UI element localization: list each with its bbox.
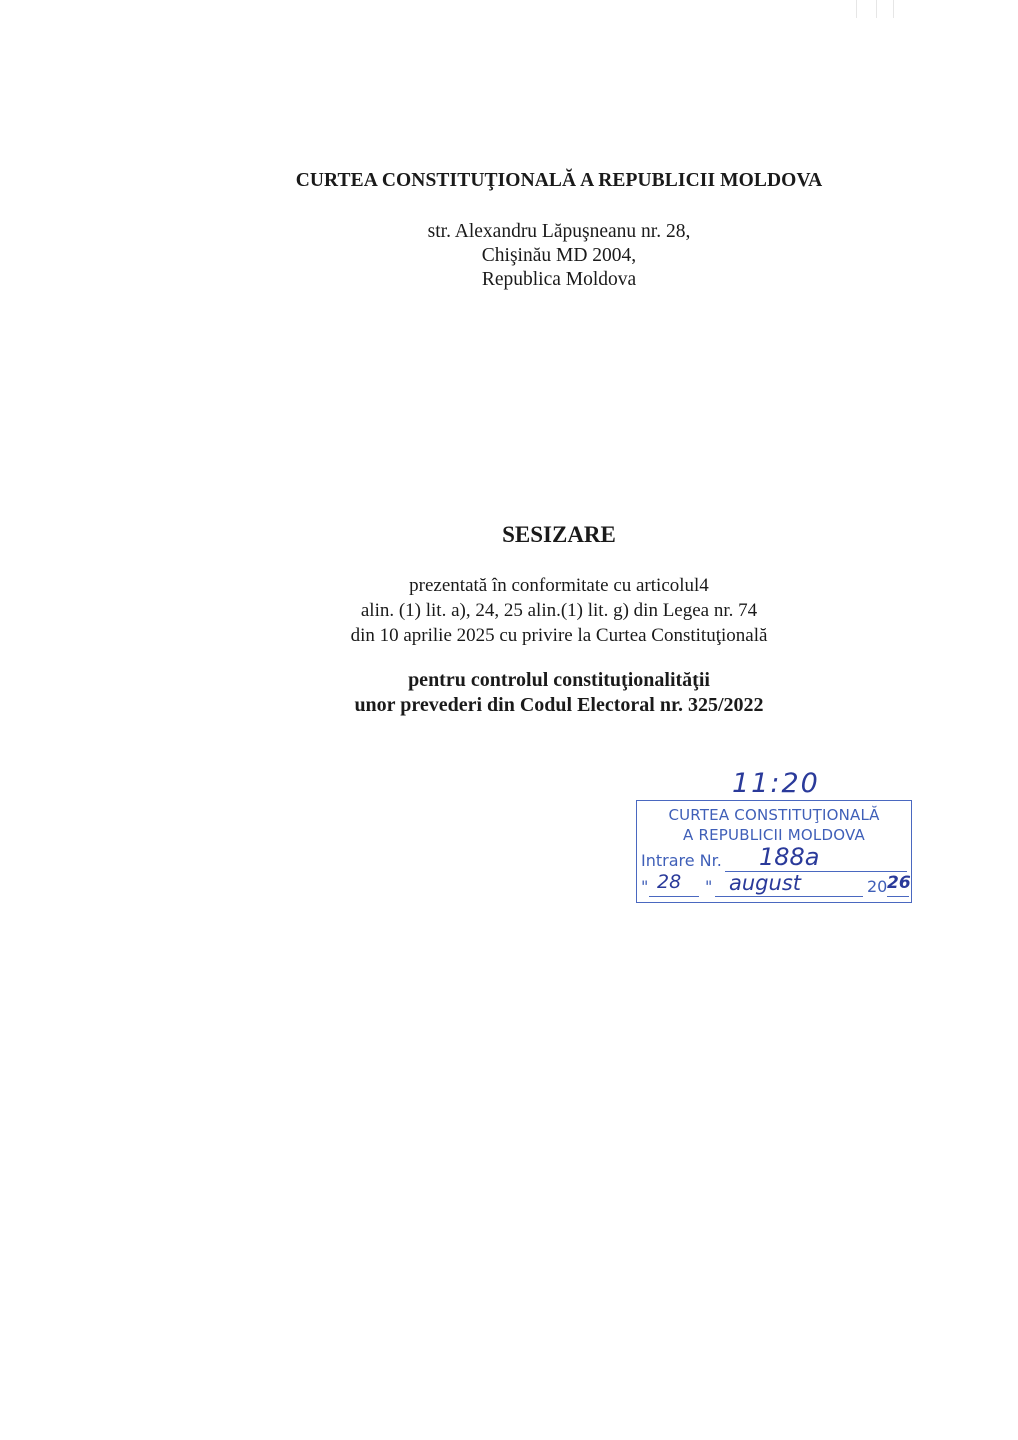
stamp-date-close-quote: " xyxy=(705,877,713,896)
preamble-line: alin. (1) lit. a), 24, 25 alin.(1) lit. g) din Legea nr. 74 xyxy=(360,600,758,621)
stamp-court-line: CURTEA CONSTITUŢIONALĂ xyxy=(668,806,880,824)
address-line-city: Chişinău MD 2004, xyxy=(481,245,637,266)
stamp-entry-number: 188a xyxy=(759,843,820,871)
document-subject xyxy=(0,668,1018,718)
stamp-year-prefix: 20 xyxy=(867,877,888,896)
document-title: SESIZARE xyxy=(502,522,616,547)
stamp-country-line: A REPUBLICII MOLDOVA xyxy=(683,826,865,844)
address-line-street: str. Alexandru Lăpuşneanu nr. 28, xyxy=(427,221,691,242)
stamp-entry-row xyxy=(641,851,722,870)
stamp-day: 28 xyxy=(657,871,682,893)
address-line-country: Republica Moldova xyxy=(481,269,637,290)
stamp-entry-label: Intrare Nr. xyxy=(641,851,722,870)
stamp-day-underline xyxy=(649,896,699,897)
stamp-month-underline xyxy=(715,896,863,897)
preamble-line: din 10 aprilie 2025 cu privire la Curtea Constituţională xyxy=(350,625,768,646)
court-name-heading: CURTEA CONSTITUŢIONALĂ A REPUBLICII MOLDOVA xyxy=(295,170,823,191)
stamp-year-suffix: 26 xyxy=(887,873,911,893)
registration-stamp xyxy=(636,800,912,903)
stamp-month: august xyxy=(729,871,801,895)
stamp-year-underline xyxy=(887,896,909,897)
preamble-line: prezentată în conformitate cu articolul4 xyxy=(409,575,709,596)
subject-line: pentru controlul constituţionalităţii xyxy=(408,669,710,691)
stamp-date-open-quote: " xyxy=(641,877,649,896)
court-address xyxy=(0,220,1018,292)
subject-line: unor prevederi din Codul Electoral nr. 325/2022 xyxy=(354,694,764,716)
document-preamble xyxy=(0,573,1018,648)
handwritten-time-annotation: 11:20 xyxy=(732,768,820,799)
